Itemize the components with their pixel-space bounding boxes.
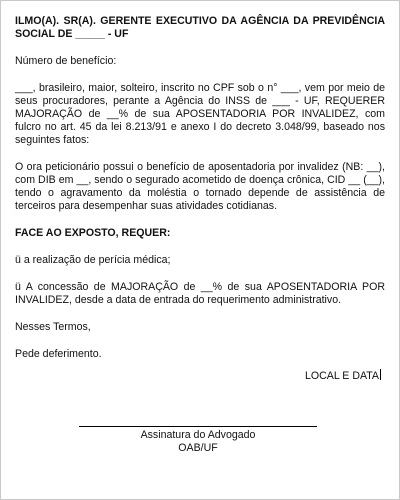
signature-oab: OAB/UF [178,442,218,454]
place-date: LOCAL E DATA [305,370,379,382]
signature-label: Assinatura do Advogado [140,429,256,441]
deferment-text: Pede deferimento. [15,348,102,360]
signature-text [98,429,298,455]
place-date-line [15,369,385,383]
signature-line [79,426,317,427]
document-heading: ILMO(A). SR(A). GERENTE EXECUTIVO DA AGÊNCIA DA PREVIDÊNCIA SOCIAL DE _____ - UF [15,15,385,40]
intro-paragraph: ___, brasileiro, maior, solteiro, inscrito no CPF sob o n° ___, vem por meio de seus procuradores, perante a Agência do INSS de ___ - UF, REQUERER MAJORAÇÃO de __% de sua APOSENTADORIA POR INVALIDEZ, com fulcro no art. 45 da lei 8.213/91 e anexo I do decreto 3.048/99, baseado nos seguintes fatos: [15,82,385,146]
text-cursor [380,369,381,380]
request-item-increase: ü A concessão de MAJORAÇÃO de __% de sua APOSENTADORIA POR INVALIDEZ, desde a data de entrada do requerimento administrativo. [15,281,385,306]
request-item-medical-exam: ü a realização de perícia médica; [15,254,171,266]
facts-paragraph: O ora peticionário possui o benefício de aposentadoria por invalidez (NB: __), com DIB em __, sendo o segurado acometido de doença crônica, CID __ (__), tendo o agravamento da moléstia o tornado depende de assistência de terceiros para desempenhar suas atividades cotidianas. [15,161,385,212]
benefit-number-label: Número de benefício: [15,55,117,67]
request-heading: FACE AO EXPOSTO, REQUER: [15,227,171,239]
closing-text: Nesses Termos, [15,321,91,333]
document-body [15,9,385,383]
